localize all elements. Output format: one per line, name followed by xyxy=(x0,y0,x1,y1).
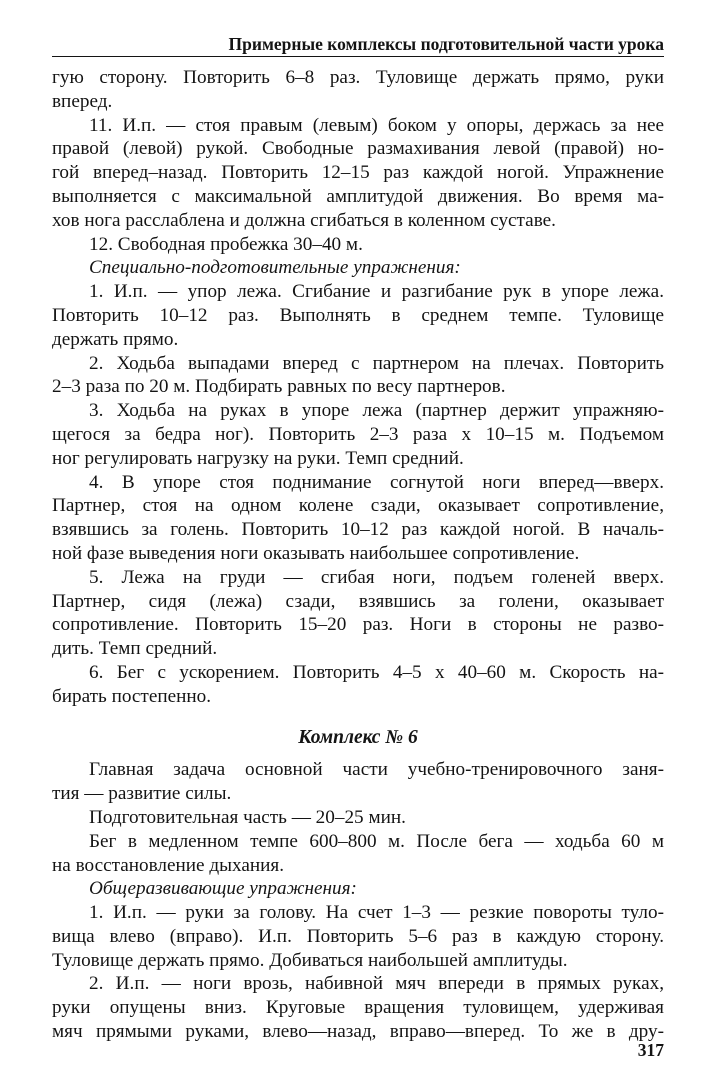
text-line: сопротивление. Повторить 15–20 раз. Ноги в стороны не разво- xyxy=(52,614,664,636)
section-subheading: Общеразвивающие упражнения: xyxy=(89,878,357,900)
text-line: 4. В упоре стоя поднимание согнутой ноги вперед—вверх. xyxy=(89,471,664,493)
text-line: вища влево (вправо). И.п. Повторить 5–6 раз в каждую сторону. xyxy=(52,925,664,947)
text-line: 2–3 раза по 20 м. Подбирать равных по весу партнеров. xyxy=(52,376,506,398)
text-line: ног регулировать нагрузку на руки. Темп средний. xyxy=(52,447,464,469)
text-line: ной фазе выведения ноги оказывать наибольшее сопротивление. xyxy=(52,542,580,564)
body-text xyxy=(52,66,664,1044)
text-line: щегося за бедра ног). Повторить 2–3 раза х 10–15 м. Подъемом xyxy=(52,423,664,445)
text-line: 3. Ходьба на руках в упоре лежа (партнер держит упражняю- xyxy=(89,400,664,422)
text-line: взявшись за голень. Повторить 10–12 раз каждой ногой. В началь- xyxy=(52,519,664,541)
text-line: Партнер, стоя на одном колене сзади, оказывает сопротивление, xyxy=(52,495,664,517)
page-number: 317 xyxy=(637,1040,664,1060)
text-line: Главная задача основной части учебно-тренировочного заня- xyxy=(89,759,664,781)
complex-heading: Комплекс № 6 xyxy=(298,726,418,748)
text-line: правой (левой) рукой. Свободные размахивания левой (правой) но- xyxy=(52,138,664,160)
text-line: 1. И.п. — руки за голову. На счет 1–3 — резкие повороты туло- xyxy=(89,902,664,924)
text-line: на восстановление дыхания. xyxy=(52,854,285,876)
text-line: Туловище держать прямо. Добиваться наибольшей амплитуды. xyxy=(52,949,568,971)
section-subheading: Специально-подготовительные упражнения: xyxy=(89,257,461,279)
text-line: 1. И.п. — упор лежа. Сгибание и разгибание рук в упоре лежа. xyxy=(89,281,664,303)
text-line: 2. И.п. — ноги врозь, набивной мяч впереди в прямых руках, xyxy=(89,973,664,995)
text-line: вперед. xyxy=(52,90,113,112)
text-line: Бег в медленном темпе 600–800 м. После бега — ходьба 60 м xyxy=(89,830,664,852)
text-line: 6. Бег с ускорением. Повторить 4–5 х 40–60 м. Скорость на- xyxy=(89,661,664,683)
running-head: Примерные комплексы подготовительной части урока xyxy=(228,34,664,54)
text-line: хов нога расслаблена и должна сгибаться в коленном суставе. xyxy=(52,209,556,231)
text-line: 12. Свободная пробежка 30–40 м. xyxy=(89,233,363,255)
header-rule xyxy=(52,56,664,57)
text-line: дить. Темп средний. xyxy=(52,638,218,660)
text-line: выполняется с максимальной амплитудой движения. Во время ма- xyxy=(52,185,664,207)
text-line: гую сторону. Повторить 6–8 раз. Туловище держать прямо, руки xyxy=(52,67,664,88)
text-line: гой вперед–назад. Повторить 12–15 раз каждой ногой. Упражнение xyxy=(52,162,664,184)
text-line: 5. Лежа на груди — сгибая ноги, подъем голеней вверх. xyxy=(89,566,664,588)
text-line: 11. И.п. — стоя правым (левым) боком у опоры, держась за нее xyxy=(89,114,664,136)
text-line: 2. Ходьба выпадами вперед с партнером на плечах. Повторить xyxy=(89,352,664,374)
text-line: держать прямо. xyxy=(52,328,179,350)
text-line: Повторить 10–12 раз. Выполнять в среднем темпе. Туловище xyxy=(52,304,664,326)
text-line: руки опущены вниз. Круговые вращения туловищем, удерживая xyxy=(52,997,664,1019)
text-line: тия — развитие силы. xyxy=(52,783,232,805)
text-line: мяч прямыми руками, влево—назад, вправо—вперед. То же в дру- xyxy=(52,1021,664,1043)
text-line: бирать постепенно. xyxy=(52,685,212,707)
text-line: Партнер, сидя (лежа) сзади, взявшись за голени, оказывает xyxy=(52,590,664,612)
text-line: Подготовительная часть — 20–25 мин. xyxy=(89,806,406,828)
